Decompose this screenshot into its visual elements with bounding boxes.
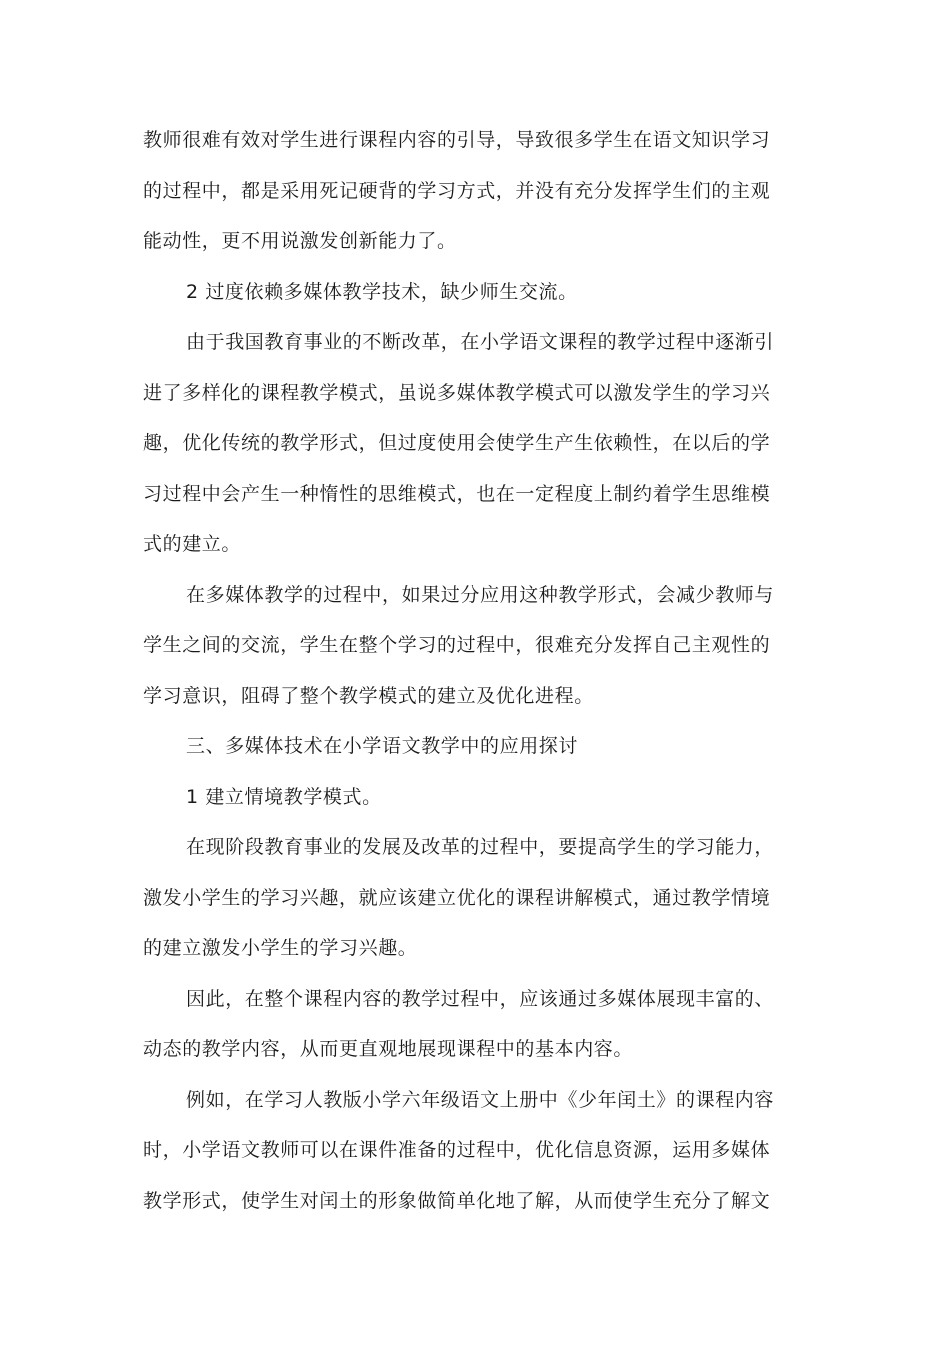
- text-line: 教师很难有效对学生进行课程内容的引导，导致很多学生在语文知识学习: [143, 129, 771, 151]
- text-line: 激发小学生的学习兴趣，就应该建立优化的课程讲解模式，通过教学情境: [143, 887, 771, 909]
- text-line: 的过程中，都是采用死记硬背的学习方式，并没有充分发挥学生们的主观: [143, 180, 771, 202]
- text-line: 教学形式，使学生对闰土的形象做简单化地了解，从而使学生充分了解文: [143, 1190, 771, 1212]
- section-heading: 1 建立情境教学模式。: [186, 786, 382, 808]
- text-line: 习过程中会产生一种惰性的思维模式，也在一定程度上制约着学生思维模: [143, 483, 771, 505]
- text-line: 能动性，更不用说激发创新能力了。: [143, 230, 457, 252]
- text-line: 学生之间的交流，学生在整个学习的过程中，很难充分发挥自己主观性的: [143, 634, 771, 656]
- section-heading: 三、多媒体技术在小学语文教学中的应用探讨: [186, 735, 579, 757]
- text-line: 进了多样化的课程教学模式，虽说多媒体教学模式可以激发学生的学习兴: [143, 382, 771, 404]
- text-line: 由于我国教育事业的不断改革，在小学语文课程的教学过程中逐渐引: [186, 331, 775, 353]
- section-heading: 2 过度依赖多媒体教学技术，缺少师生交流。: [186, 281, 578, 303]
- text-line: 学习意识，阻碍了整个教学模式的建立及优化进程。: [143, 685, 594, 707]
- text-line: 的建立激发小学生的学习兴趣。: [143, 937, 418, 959]
- text-line: 时，小学语文教师可以在课件准备的过程中，优化信息资源，运用多媒体: [143, 1139, 771, 1161]
- text-line: 式的建立。: [143, 533, 242, 555]
- text-line: 例如，在学习人教版小学六年级语文上册中《少年闰土》的课程内容: [186, 1089, 775, 1111]
- text-line: 动态的教学内容，从而更直观地展现课程中的基本内容。: [143, 1038, 634, 1060]
- text-line: 趣，优化传统的教学形式，但过度使用会使学生产生依赖性，在以后的学: [143, 432, 771, 454]
- text-line: 因此，在整个课程内容的教学过程中，应该通过多媒体展现丰富的、: [186, 988, 775, 1010]
- text-line: 在多媒体教学的过程中，如果过分应用这种教学形式，会减少教师与: [186, 584, 775, 606]
- text-line: 在现阶段教育事业的发展及改革的过程中，要提高学生的学习能力，: [186, 836, 775, 858]
